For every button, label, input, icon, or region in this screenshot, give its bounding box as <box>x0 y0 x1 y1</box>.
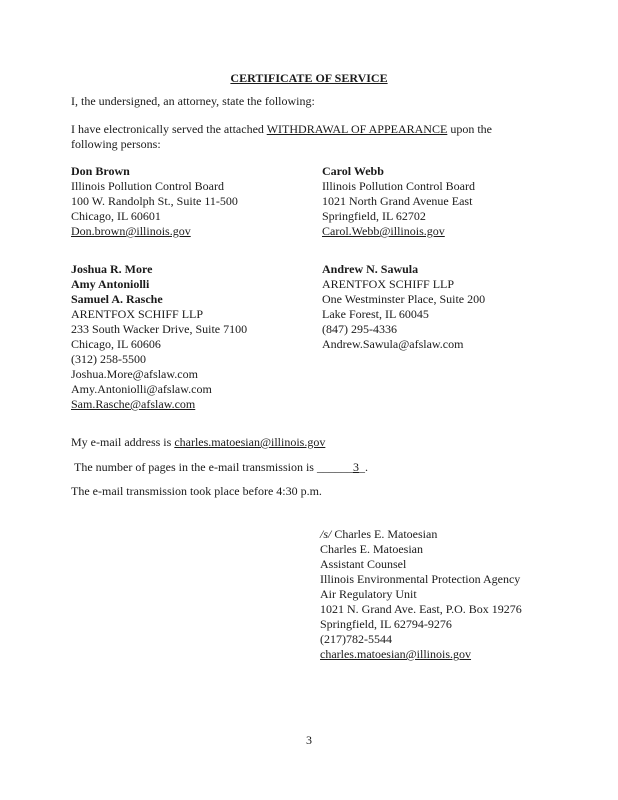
intro-statement: I, the undersigned, an attorney, state the following: <box>71 94 315 108</box>
signature-prefix: /s/ <box>320 527 332 541</box>
page-count: 3 <box>352 460 359 474</box>
page-number: 3 <box>306 733 312 747</box>
served-statement-line2: following persons: <box>71 137 161 151</box>
recipient-email-link[interactable]: Don.brown@illinois.gov <box>71 224 191 238</box>
recipient-name: Amy Antoniolli <box>71 277 150 291</box>
signer-address-line2: Springfield, IL 62794-9276 <box>320 617 452 631</box>
pages-statement-suffix: _. <box>358 460 368 474</box>
recipient-org: ARENTFOX SCHIFF LLP <box>322 277 455 291</box>
recipient-sawula <box>322 262 582 352</box>
document-title: CERTIFICATE OF SERVICE <box>230 71 388 85</box>
recipient-name: Joshua R. More <box>71 262 153 276</box>
signer-title: Assistant Counsel <box>320 557 407 571</box>
recipient-address-line1: 1021 North Grand Avenue East <box>322 194 473 208</box>
electronic-signature <box>320 527 522 542</box>
email-statement <box>71 435 325 450</box>
signer-name: Charles E. Matoesian <box>320 542 423 556</box>
recipient-address-line1: 100 W. Randolph St., Suite 11-500 <box>71 194 238 208</box>
recipient-phone: (312) 258-5500 <box>71 352 146 366</box>
recipient-email-link[interactable]: Andrew.Sawula@afslaw.com <box>322 337 464 351</box>
recipient-address-line1: 233 South Wacker Drive, Suite 7100 <box>71 322 248 336</box>
recipient-email-link[interactable]: Sam.Rasche@afslaw.com <box>71 397 196 411</box>
recipient-address-line2: Lake Forest, IL 60045 <box>322 307 429 321</box>
pages-blank: ______ <box>316 460 353 474</box>
recipient-webb <box>322 164 582 239</box>
sender-email-link[interactable]: charles.matoesian@illinois.gov <box>174 435 326 449</box>
recipient-name: Don Brown <box>71 164 130 178</box>
signer-unit: Air Regulatory Unit <box>320 587 417 601</box>
email-statement-prefix: My e-mail address is <box>71 435 172 449</box>
recipient-name: Samuel A. Rasche <box>71 292 163 306</box>
recipient-email-link[interactable]: Joshua.More@afslaw.com <box>71 367 198 381</box>
recipient-address-line2: Chicago, IL 60606 <box>71 337 161 351</box>
signer-email-link[interactable]: charles.matoesian@illinois.gov <box>320 647 472 661</box>
signature-block <box>320 527 522 662</box>
recipient-org: Illinois Pollution Control Board <box>71 179 225 193</box>
recipient-org: ARENTFOX SCHIFF LLP <box>71 307 204 321</box>
pages-statement-prefix: The number of pages in the e-mail transmission is <box>74 460 314 474</box>
time-statement: The e-mail transmission took place before 4:30 p.m. <box>71 484 322 498</box>
served-document-title: WITHDRAWAL OF APPEARANCE <box>266 122 448 136</box>
recipient-brown <box>71 164 331 239</box>
recipient-email-link[interactable]: Carol.Webb@illinois.gov <box>322 224 445 238</box>
recipient-name: Carol Webb <box>322 164 384 178</box>
served-statement <box>71 122 492 137</box>
recipient-name: Andrew N. Sawula <box>322 262 419 276</box>
recipient-phone: (847) 295-4336 <box>322 322 397 336</box>
recipient-address-line2: Chicago, IL 60601 <box>71 209 161 223</box>
served-suffix: upon the <box>450 122 492 136</box>
signer-agency: Illinois Environmental Protection Agency <box>320 572 521 586</box>
recipient-address-line2: Springfield, IL 62702 <box>322 209 426 223</box>
signature-name: Charles E. Matoesian <box>334 527 438 541</box>
pages-statement <box>74 460 368 475</box>
recipient-arentfox-chicago <box>71 262 331 412</box>
signer-phone: (217)782-5544 <box>320 632 392 646</box>
recipient-email-link[interactable]: Amy.Antoniolli@afslaw.com <box>71 382 212 396</box>
recipient-org: Illinois Pollution Control Board <box>322 179 476 193</box>
signer-address-line1: 1021 N. Grand Ave. East, P.O. Box 19276 <box>320 602 522 616</box>
recipient-address-line1: One Westminster Place, Suite 200 <box>322 292 486 306</box>
served-prefix: I have electronically served the attached <box>71 122 264 136</box>
